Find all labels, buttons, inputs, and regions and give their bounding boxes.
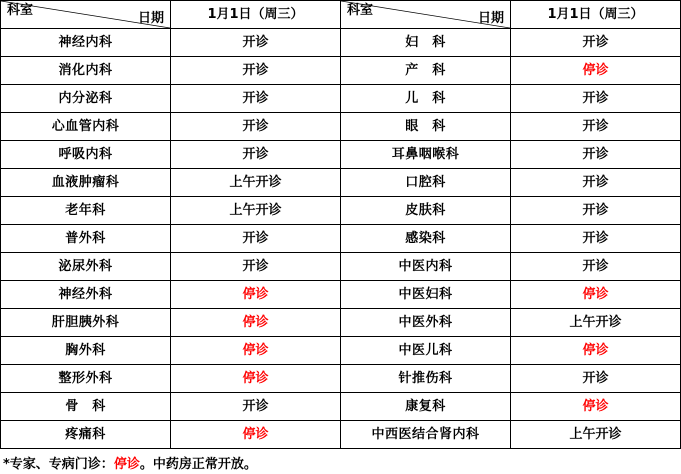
- header-corner-right: [341, 1, 511, 29]
- footnote: [0, 456, 681, 474]
- status-cell: 停诊: [511, 281, 681, 309]
- table-row: [1, 281, 681, 309]
- department-cell: 疼痛科: [1, 421, 171, 449]
- table-row: [1, 253, 681, 281]
- status-cell: 开诊: [171, 225, 341, 253]
- status-cell: 开诊: [171, 29, 341, 57]
- table-header-row: [1, 1, 681, 29]
- department-cell: 内分泌科: [1, 85, 171, 113]
- department-cell: 皮肤科: [341, 197, 511, 225]
- header-date-label-left: 日期: [137, 11, 164, 26]
- department-cell: 呼吸内科: [1, 141, 171, 169]
- status-cell: 开诊: [511, 197, 681, 225]
- status-cell: 开诊: [171, 393, 341, 421]
- table-row: [1, 421, 681, 449]
- footnote-suffix: 。中药房正常开放。: [139, 457, 257, 472]
- department-cell: 感染科: [341, 225, 511, 253]
- department-cell: 胸外科: [1, 337, 171, 365]
- table-row: [1, 337, 681, 365]
- footnote-closed-word: 停诊: [113, 457, 140, 472]
- header-corner-left: [1, 1, 171, 29]
- status-cell: 开诊: [511, 85, 681, 113]
- header-dept-label-left: 科室: [7, 3, 34, 18]
- department-cell: 妇 科: [341, 29, 511, 57]
- table-row: [1, 365, 681, 393]
- table-row: [1, 309, 681, 337]
- department-cell: 中医内科: [341, 253, 511, 281]
- status-cell: 停诊: [511, 393, 681, 421]
- department-cell: 中医妇科: [341, 281, 511, 309]
- status-cell: 开诊: [511, 141, 681, 169]
- schedule-body: [1, 29, 681, 449]
- status-cell: 开诊: [511, 225, 681, 253]
- status-cell: 停诊: [511, 57, 681, 85]
- status-cell: 上午开诊: [511, 421, 681, 449]
- department-cell: 泌尿外科: [1, 253, 171, 281]
- status-cell: 开诊: [511, 113, 681, 141]
- department-cell: 中西医结合肾内科: [341, 421, 511, 449]
- header-date-label-right: 日期: [477, 11, 504, 26]
- status-cell: 上午开诊: [171, 197, 341, 225]
- department-cell: 肝胆胰外科: [1, 309, 171, 337]
- table-row: [1, 113, 681, 141]
- header-dept-label-right: 科室: [347, 3, 374, 18]
- status-cell: 开诊: [171, 113, 341, 141]
- table-row: [1, 197, 681, 225]
- footnote-prefix: *专家、专病门诊：: [3, 457, 114, 472]
- table-row: [1, 29, 681, 57]
- department-cell: 眼 科: [341, 113, 511, 141]
- table-row: [1, 57, 681, 85]
- table-row: [1, 225, 681, 253]
- department-cell: 康复科: [341, 393, 511, 421]
- department-cell: 心血管内科: [1, 113, 171, 141]
- department-cell: 消化内科: [1, 57, 171, 85]
- table-row: [1, 141, 681, 169]
- table-row: [1, 393, 681, 421]
- department-cell: 神经外科: [1, 281, 171, 309]
- department-cell: 整形外科: [1, 365, 171, 393]
- department-cell: 针推伤科: [341, 365, 511, 393]
- status-cell: 上午开诊: [171, 169, 341, 197]
- department-cell: 口腔科: [341, 169, 511, 197]
- status-cell: 停诊: [171, 281, 341, 309]
- department-cell: 耳鼻咽喉科: [341, 141, 511, 169]
- status-cell: 开诊: [511, 29, 681, 57]
- department-cell: 普外科: [1, 225, 171, 253]
- department-cell: 神经内科: [1, 29, 171, 57]
- department-cell: 产 科: [341, 57, 511, 85]
- header-date-value-right: 1月1日（周三）: [511, 1, 681, 29]
- status-cell: 开诊: [171, 57, 341, 85]
- status-cell: 开诊: [171, 85, 341, 113]
- status-cell: 开诊: [511, 253, 681, 281]
- department-cell: 中医儿科: [341, 337, 511, 365]
- department-cell: 老年科: [1, 197, 171, 225]
- status-cell: 开诊: [511, 365, 681, 393]
- status-cell: 停诊: [511, 337, 681, 365]
- department-cell: 血液肿瘤科: [1, 169, 171, 197]
- status-cell: 开诊: [171, 253, 341, 281]
- status-cell: 开诊: [511, 169, 681, 197]
- header-date-value-left: 1月1日（周三）: [171, 1, 341, 29]
- department-cell: 骨 科: [1, 393, 171, 421]
- status-cell: 停诊: [171, 365, 341, 393]
- department-cell: 儿 科: [341, 85, 511, 113]
- status-cell: 开诊: [171, 141, 341, 169]
- table-row: [1, 169, 681, 197]
- status-cell: 上午开诊: [511, 309, 681, 337]
- status-cell: 停诊: [171, 421, 341, 449]
- table-row: [1, 85, 681, 113]
- status-cell: 停诊: [171, 309, 341, 337]
- department-cell: 中医外科: [341, 309, 511, 337]
- status-cell: 停诊: [171, 337, 341, 365]
